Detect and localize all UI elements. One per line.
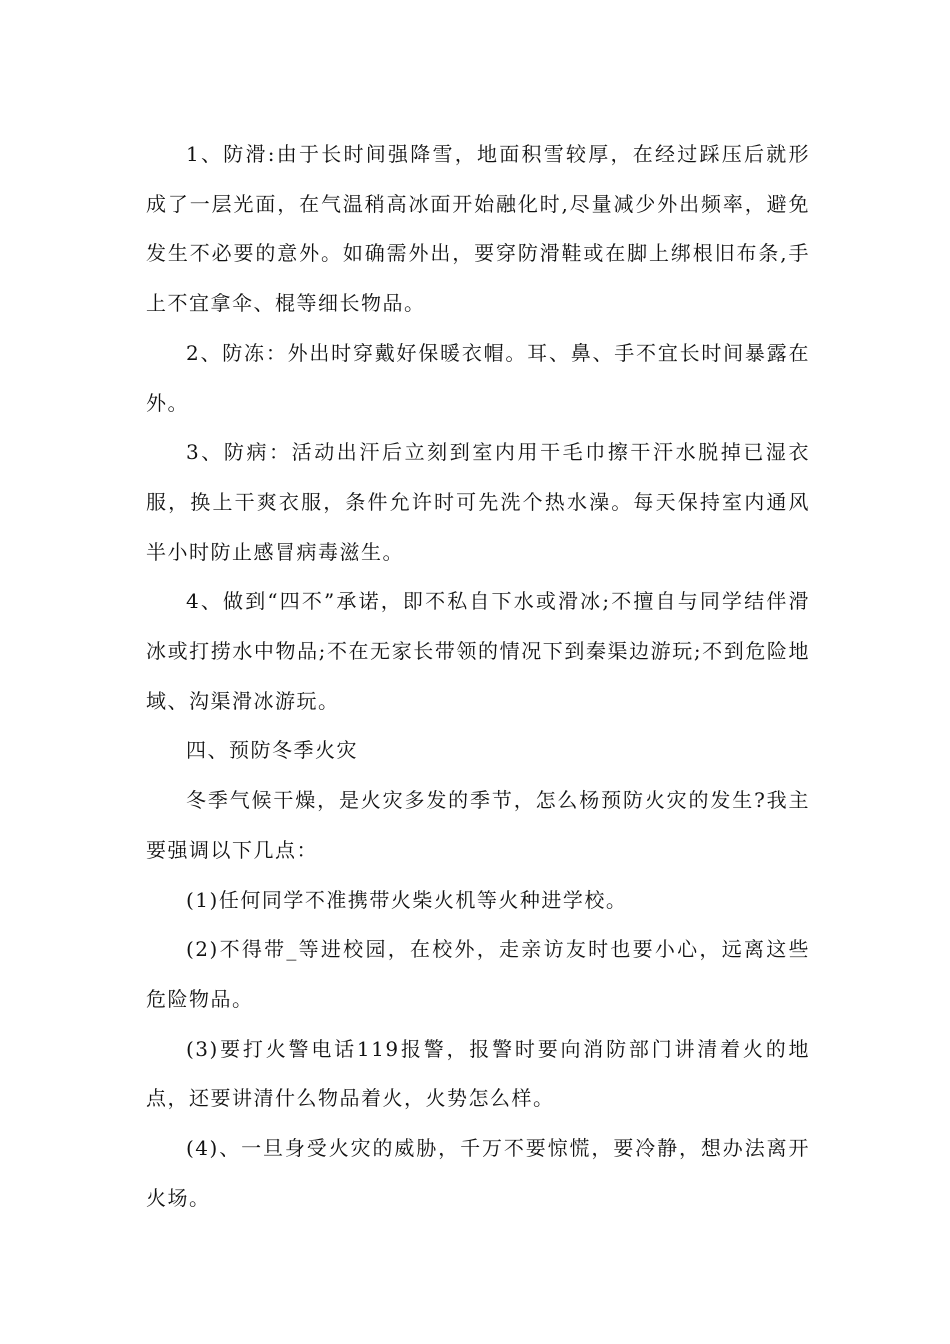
list-item-2: (2)不得带_等进校园，在校外，走亲访友时也要小心，远离这些危险物品。 [146,937,810,1011]
paragraph-anti-slip: 1、防滑:由于长时间强降雪，地面积雪较厚，在经过踩压后就形成了一层光面，在气温稍高冰面开始融化时,尽量减少外出频率，避免发生不必要的意外。如确需外出，要穿防滑鞋或在脚上绑根旧布条,手上不宜拿伞、棍等细长物品。 [146,142,810,316]
list-item-1: (1)任何同学不准携带火柴火机等火种进学校。 [186,887,628,912]
document-body [146,130,810,1223]
paragraph-fire-intro: 冬季气候干燥，是火灾多发的季节，怎么杨预防火灾的发生?我主要强调以下几点： [146,788,810,862]
paragraph-anti-freeze: 2、防冻：外出时穿戴好保暖衣帽。耳、鼻、手不宜长时间暴露在外。 [146,340,810,415]
paragraph-anti-illness: 3、防病：活动出汗后立刻到室内用干毛巾擦干汗水脱掉已湿衣服，换上干爽衣服，条件允许时可先洗个热水澡。每天保持室内通风半小时防止感冒病毒滋生。 [146,440,810,564]
section-heading-fire-prevention: 四、预防冬季火灾 [186,738,358,763]
list-item-3: (3)要打火警电话119报警，报警时要向消防部门讲清着火的地点，还要讲清什么物品着火，火势怎么样。 [146,1036,810,1111]
paragraph-four-nos: 4、做到“四不”承诺，即不私自下水或滑冰;不擅自与同学结伴滑冰或打捞水中物品;不在无家长带领的情况下到秦渠边游玩;不到危险地域、沟渠滑冰游玩。 [146,589,810,713]
list-item-4: (4)、一旦身受火灾的威胁，千万不要惊慌，要冷静，想办法离开火场。 [146,1136,810,1210]
